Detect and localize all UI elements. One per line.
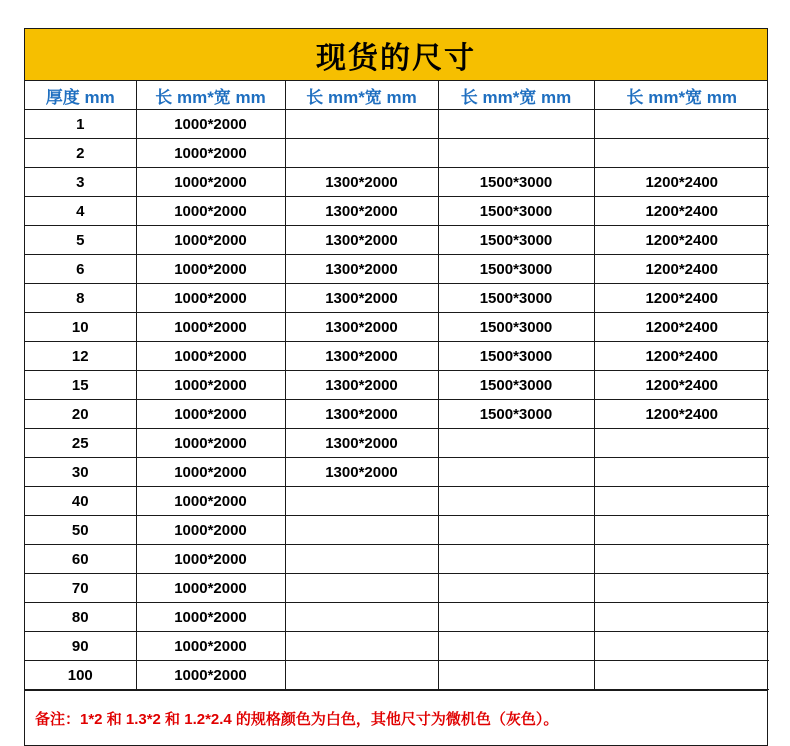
size-cell [594, 429, 769, 458]
size-cell [594, 110, 769, 139]
size-table [25, 81, 769, 690]
size-cell: 1300*2000 [285, 429, 438, 458]
size-cell: 1200*2400 [594, 255, 769, 284]
thickness-cell: 5 [25, 226, 136, 255]
table-row [25, 371, 769, 400]
size-cell [438, 487, 594, 516]
size-cell: 1200*2400 [594, 400, 769, 429]
size-cell [594, 139, 769, 168]
size-cell: 1000*2000 [136, 139, 285, 168]
size-cell [594, 458, 769, 487]
size-cell: 1000*2000 [136, 400, 285, 429]
size-cell [285, 661, 438, 690]
size-cell [285, 139, 438, 168]
table-row [25, 632, 769, 661]
thickness-cell: 40 [25, 487, 136, 516]
size-cell: 1300*2000 [285, 168, 438, 197]
header-size-3: 长 mm*宽 mm [438, 81, 594, 110]
table-header-row [25, 81, 769, 110]
table-row [25, 255, 769, 284]
size-cell: 1000*2000 [136, 574, 285, 603]
header-size-2: 长 mm*宽 mm [285, 81, 438, 110]
size-cell [438, 574, 594, 603]
table-body [25, 110, 769, 690]
size-cell: 1200*2400 [594, 371, 769, 400]
size-cell [285, 603, 438, 632]
table-row [25, 545, 769, 574]
size-cell: 1500*3000 [438, 226, 594, 255]
table-row [25, 661, 769, 690]
size-cell [285, 574, 438, 603]
size-cell: 1500*3000 [438, 313, 594, 342]
thickness-cell: 80 [25, 603, 136, 632]
size-cell: 1500*3000 [438, 168, 594, 197]
thickness-cell: 60 [25, 545, 136, 574]
size-cell: 1000*2000 [136, 487, 285, 516]
size-cell: 1000*2000 [136, 429, 285, 458]
size-cell: 1200*2400 [594, 284, 769, 313]
table-row [25, 458, 769, 487]
size-cell: 1300*2000 [285, 255, 438, 284]
size-cell: 1500*3000 [438, 255, 594, 284]
size-cell: 1300*2000 [285, 226, 438, 255]
size-cell [285, 110, 438, 139]
thickness-cell: 6 [25, 255, 136, 284]
size-cell: 1300*2000 [285, 458, 438, 487]
thickness-cell: 25 [25, 429, 136, 458]
thickness-cell: 50 [25, 516, 136, 545]
size-cell: 1000*2000 [136, 632, 285, 661]
size-cell [438, 139, 594, 168]
size-cell [594, 545, 769, 574]
thickness-cell: 90 [25, 632, 136, 661]
size-cell: 1300*2000 [285, 197, 438, 226]
size-cell: 1000*2000 [136, 313, 285, 342]
size-cell: 1500*3000 [438, 197, 594, 226]
size-cell: 1000*2000 [136, 197, 285, 226]
size-cell: 1200*2400 [594, 168, 769, 197]
table-row [25, 574, 769, 603]
size-cell: 1200*2400 [594, 226, 769, 255]
size-cell [438, 110, 594, 139]
size-cell: 1000*2000 [136, 603, 285, 632]
size-cell: 1300*2000 [285, 371, 438, 400]
table-row [25, 139, 769, 168]
header-size-4: 长 mm*宽 mm [594, 81, 769, 110]
table-row [25, 342, 769, 371]
size-cell: 1000*2000 [136, 168, 285, 197]
size-cell [285, 487, 438, 516]
size-cell [438, 516, 594, 545]
size-cell [594, 574, 769, 603]
size-cell: 1000*2000 [136, 458, 285, 487]
size-cell [285, 545, 438, 574]
table-row [25, 110, 769, 139]
thickness-cell: 10 [25, 313, 136, 342]
size-cell [594, 516, 769, 545]
size-cell [594, 487, 769, 516]
size-cell: 1000*2000 [136, 342, 285, 371]
size-cell: 1000*2000 [136, 284, 285, 313]
thickness-cell: 1 [25, 110, 136, 139]
size-cell: 1500*3000 [438, 342, 594, 371]
size-cell: 1500*3000 [438, 400, 594, 429]
size-cell [438, 632, 594, 661]
size-cell: 1300*2000 [285, 400, 438, 429]
thickness-cell: 12 [25, 342, 136, 371]
header-size-1: 长 mm*宽 mm [136, 81, 285, 110]
table-row [25, 400, 769, 429]
table-row [25, 313, 769, 342]
thickness-cell: 100 [25, 661, 136, 690]
size-cell: 1000*2000 [136, 255, 285, 284]
thickness-cell: 8 [25, 284, 136, 313]
size-cell [594, 661, 769, 690]
table-row [25, 487, 769, 516]
thickness-cell: 15 [25, 371, 136, 400]
thickness-cell: 4 [25, 197, 136, 226]
thickness-cell: 20 [25, 400, 136, 429]
thickness-cell: 2 [25, 139, 136, 168]
size-cell: 1200*2400 [594, 197, 769, 226]
size-cell [438, 458, 594, 487]
table-row [25, 197, 769, 226]
size-cell: 1300*2000 [285, 284, 438, 313]
thickness-cell: 70 [25, 574, 136, 603]
size-cell: 1000*2000 [136, 545, 285, 574]
size-cell: 1300*2000 [285, 342, 438, 371]
size-cell: 1000*2000 [136, 516, 285, 545]
size-cell [594, 632, 769, 661]
size-cell [285, 632, 438, 661]
size-cell [285, 516, 438, 545]
thickness-cell: 30 [25, 458, 136, 487]
size-cell [438, 603, 594, 632]
size-cell [438, 545, 594, 574]
size-cell: 1000*2000 [136, 371, 285, 400]
page-title: 现货的尺寸 [25, 29, 767, 81]
size-cell: 1500*3000 [438, 371, 594, 400]
remark-note: 备注：1*2 和 1.3*2 和 1.2*2.4 的规格颜色为白色，其他尺寸为微机色（灰色）。 [25, 690, 767, 745]
size-cell: 1200*2400 [594, 313, 769, 342]
table-row [25, 603, 769, 632]
size-cell: 1500*3000 [438, 284, 594, 313]
size-cell: 1300*2000 [285, 313, 438, 342]
table-row [25, 168, 769, 197]
size-cell [594, 603, 769, 632]
size-table-sheet [24, 28, 768, 746]
table-row [25, 226, 769, 255]
size-cell: 1000*2000 [136, 661, 285, 690]
size-cell: 1000*2000 [136, 110, 285, 139]
table-row [25, 284, 769, 313]
size-cell [438, 661, 594, 690]
size-cell: 1200*2400 [594, 342, 769, 371]
thickness-cell: 3 [25, 168, 136, 197]
size-cell: 1000*2000 [136, 226, 285, 255]
table-row [25, 516, 769, 545]
table-row [25, 429, 769, 458]
header-thickness: 厚度 mm [25, 81, 136, 110]
size-cell [438, 429, 594, 458]
